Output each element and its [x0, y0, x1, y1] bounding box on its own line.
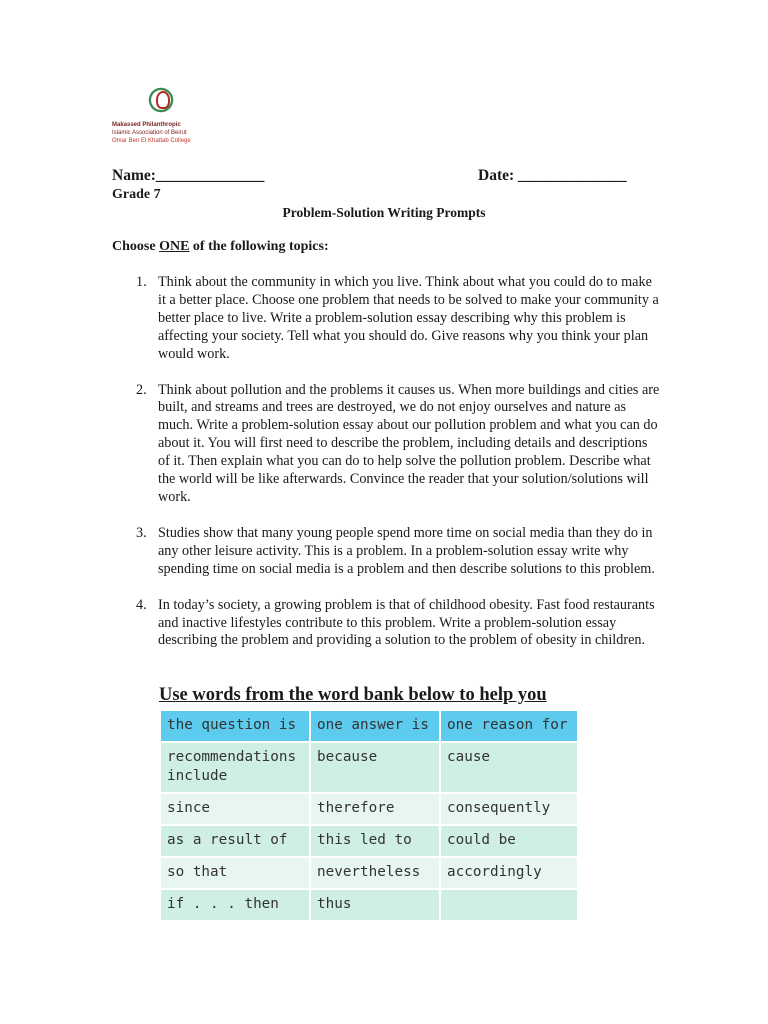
word-bank-cell: could be [440, 825, 578, 857]
word-bank-cell: if . . . then [160, 889, 310, 921]
word-bank-cell [440, 889, 578, 921]
word-bank-cell: nevertheless [310, 857, 440, 889]
word-bank-header-cell: the question is [160, 710, 310, 742]
prompt-text: Think about the community in which you live. Think about what you could do to make it a better place. Choose one problem that needs to be solved to make your community a better place to live. Write a problem-solution essay describing why this problem is affecting your society. Tell what you should do. Give reasons why you think your plan would work. [158, 274, 659, 362]
school-name-line-2: Islamic Association of Beirut [112, 130, 187, 136]
prompt-text: Think about pollution and the problems it causes us. When more buildings and cities are built, and streams and trees are destroyed, we do not enjoy ourselves and nature as much. Write a problem-solution essay about our pollution problem and what you can do about it. You will first need to describe the problem, including details and descriptions of it. Then explain what you can do to help solve the pollution problem. Describe what the world will be like afterwards. Convince the reader that your solution/solutions will work. [158, 381, 660, 505]
grade-label: Grade 7 [112, 187, 161, 202]
prompt-number: 4. [136, 596, 147, 613]
word-bank-row [160, 825, 578, 857]
word-bank-cell: accordingly [440, 857, 578, 889]
instruction-prefix: Choose [112, 239, 160, 254]
date-blank: ______________ [518, 167, 627, 184]
word-bank-header-cell: one answer is [310, 710, 440, 742]
word-bank-header-cell: one reason for [440, 710, 578, 742]
word-bank-cell: therefore [310, 793, 440, 825]
word-bank-cell: because [310, 742, 440, 793]
school-name-line-1: Makassed Philanthropic [112, 122, 181, 128]
word-bank-table [159, 709, 579, 922]
word-bank-cell: thus [310, 889, 440, 921]
name-label: Name: [112, 167, 156, 184]
word-bank-row [160, 742, 578, 793]
school-emblem-icon [143, 82, 179, 118]
prompt-number: 2. [136, 381, 147, 398]
prompt-text: In today’s society, a growing problem is that of childhood obesity. Fast food restaurants and inactive lifestyles contribute to this problem. Write a problem-solution essay describing the problem and providing a solution to the problem of obesity in children. [158, 596, 655, 649]
word-bank-cell: this led to [310, 825, 440, 857]
name-blank: ______________ [155, 167, 265, 184]
prompt-list [112, 274, 660, 668]
prompt-item [112, 382, 660, 507]
name-field[interactable] [112, 167, 264, 185]
school-name-line-3: Omar Ben El Khattab College [112, 138, 191, 144]
prompt-item [112, 597, 660, 651]
instruction-suffix: of the following topics: [189, 239, 329, 254]
word-bank-header-row [160, 710, 578, 742]
word-bank-cell: so that [160, 857, 310, 889]
prompt-text: Studies show that many young people spend more time on social media than they do in any other leisure activity. This is a problem. In a problem-solution essay write why spending time on social media is a problem and then describe solutions to this problem. [158, 524, 655, 577]
prompt-item [112, 525, 660, 579]
instruction [112, 239, 329, 255]
date-field[interactable] [478, 167, 627, 185]
word-bank-row [160, 793, 578, 825]
word-bank-row [160, 857, 578, 889]
word-bank-cell: since [160, 793, 310, 825]
instruction-emphasis: ONE [159, 239, 190, 254]
word-bank-cell: recommendations include [160, 742, 310, 793]
prompt-item [112, 274, 660, 364]
prompt-number: 1. [136, 274, 147, 290]
word-bank-row [160, 889, 578, 921]
school-logo [112, 82, 232, 145]
word-bank-cell: as a result of [160, 825, 310, 857]
word-bank-cell: cause [440, 742, 578, 793]
prompt-number: 3. [136, 524, 147, 541]
page-title: Problem-Solution Writing Prompts [282, 205, 486, 220]
word-bank-cell: consequently [440, 793, 578, 825]
word-bank-heading: Use words from the word bank below to help you [159, 685, 547, 705]
date-label: Date: [478, 167, 515, 184]
